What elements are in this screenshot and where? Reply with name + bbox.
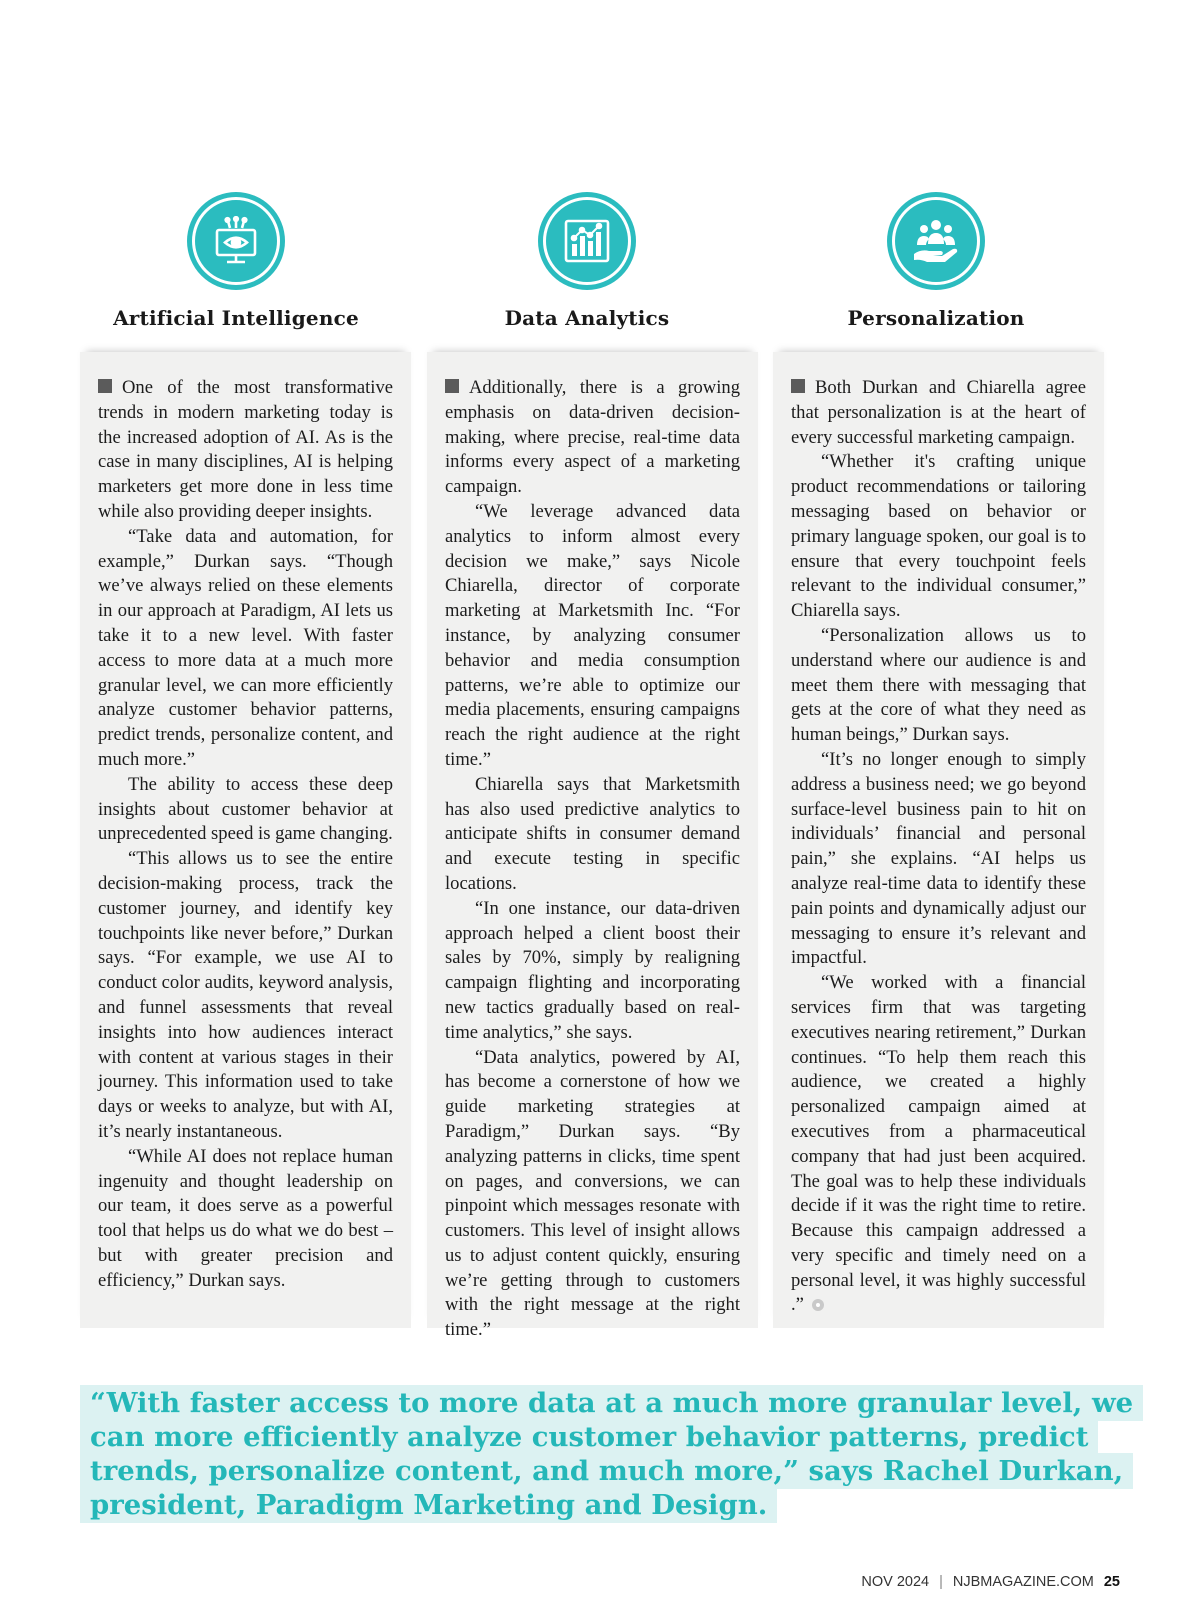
paragraph: The ability to access these deep insights about customer behavior at unprecedented speed is game changing. [98,773,393,845]
topic-personalization [766,192,1106,330]
topic-artificial-intelligence [66,192,406,330]
page-footer [861,1574,1120,1590]
column-artificial-intelligence [80,352,411,1328]
topic-data-analytics [417,192,757,330]
footer-separator: | [939,1574,943,1590]
end-of-story-icon [812,1299,824,1311]
paragraph: “We worked with a financial services firm that was targeting executives nearing retirement,” Durkan continues. “To help them reach this audience, we created a highly personalized campaign aimed at executives from a pharmaceutical company that had just been acquired. The goal was to help these individuals decide if it was the right time to retire. Because this campaign addressed a very specific and timely need on a personal level, it was highly successful .” [791,972,1086,1316]
magazine-site: NJBMAGAZINE.COM [952,1574,1094,1590]
paragraph: Both Durkan and Chiarella agree that personalization is at the heart of every successful marketing campaign. [791,376,1086,450]
pull-quote-text: “With faster access to more data at a much more granular level, we can more efficiently analyze customer behavior patterns, predict trends, personalize content, and much more,” says Rachel Durkan, president, Paradigm Marketing and Design. [80,1385,1143,1523]
paragraph: “While AI does not replace human ingenuity and thought leadership on our team, it does serve as a powerful tool that helps us do what we do best – but with greater precision and efficiency,” Durkan says. [98,1145,393,1291]
paragraph: “It’s no longer enough to simply address a business need; we go beyond surface-level business pain to hit on individuals’ financial and personal pain,” she explains. “AI helps us analyze real-time data to identify these pain points and dynamically adjust our messaging to ensure it’s relevant and impactful. [791,748,1086,969]
ai-monitor-icon [187,192,285,290]
paragraph: “We leverage advanced data analytics to inform almost every decision we make,” says Nicole Chiarella, director of corporate marketing at Marketsmith Inc. “For instance, by analyzing consumer behavior and media consumption patterns, we’re able to optimize our media placements, ensuring campaigns reach the right audience at the right time.” [445,500,740,770]
topic-title: Artificial Intelligence [113,306,359,330]
topic-title: Personalization [847,306,1025,330]
paragraph: One of the most transformative trends in modern marketing today is the increased adoption of AI. As is the case in many disciplines, AI is helping marketers get more done in less time while also providing deeper insights. [98,376,393,525]
column-personalization [773,352,1104,1328]
paragraph: “This allows us to see the entire decision-making process, track the customer journey, and identify key touchpoints like never before,” Durkan says. “For example, we use AI to conduct color audits, keyword analysis, and funnel assessments that reveal insights into how audiences interact with content at various stages in their journey. This information used to take days or weeks to analyze, but with AI, it’s nearly instantaneous. [98,848,393,1142]
paragraph: Chiarella says that Marketsmith has also used predictive analytics to anticipate shifts in consumer demand and execute testing in specific locations. [445,773,740,894]
people-hand-icon [887,192,985,290]
paragraph: “Take data and automation, for example,” Durkan says. “Though we’ve always relied on these elements in our approach at Paradigm, AI lets us take it to a new level. With faster access to more data at a much more granular level, we can more efficiently analyze customer behavior patterns, predict trends, personalize content, and much more.” [98,525,393,770]
paragraph: “In one instance, our data-driven approach helped a client boost their sales by 70%, simply by realigning campaign flighting and incorporating new tactics gradually based on real-time analytics,” she says. [445,897,740,1043]
pull-quote [80,1386,1140,1522]
paragraph: “Whether it's crafting unique product recommendations or tailoring messaging based on behavior or primary language spoken, our goal is to ensure that every touchpoint feels relevant to the individual consumer,” Chiarella says. [791,451,1086,622]
topic-title: Data Analytics [504,306,670,330]
paragraph: Additionally, there is a growing emphasis on data-driven decision-making, where precise, real-time data informs every aspect of a marketing campaign. [445,376,740,500]
bar-chart-icon [538,192,636,290]
paragraph: “Personalization allows us to understand where our audience is and meet them there with messaging that gets at the core of what they need as human beings,” Durkan says. [791,624,1086,746]
paragraph: “Data analytics, powered by AI, has become a cornerstone of how we guide marketing strategies at Paradigm,” Durkan says. “By analyzing patterns in clicks, time spent on pages, and conversions, we can pinpoint which messages resonate with customers. This level of insight allows us to adjust content quickly, ensuring we’re getting through to customers with the right message at the right time.” [445,1046,740,1341]
page-number: 25 [1103,1574,1120,1590]
issue-date: NOV 2024 [861,1574,930,1590]
column-data-analytics [427,352,758,1341]
